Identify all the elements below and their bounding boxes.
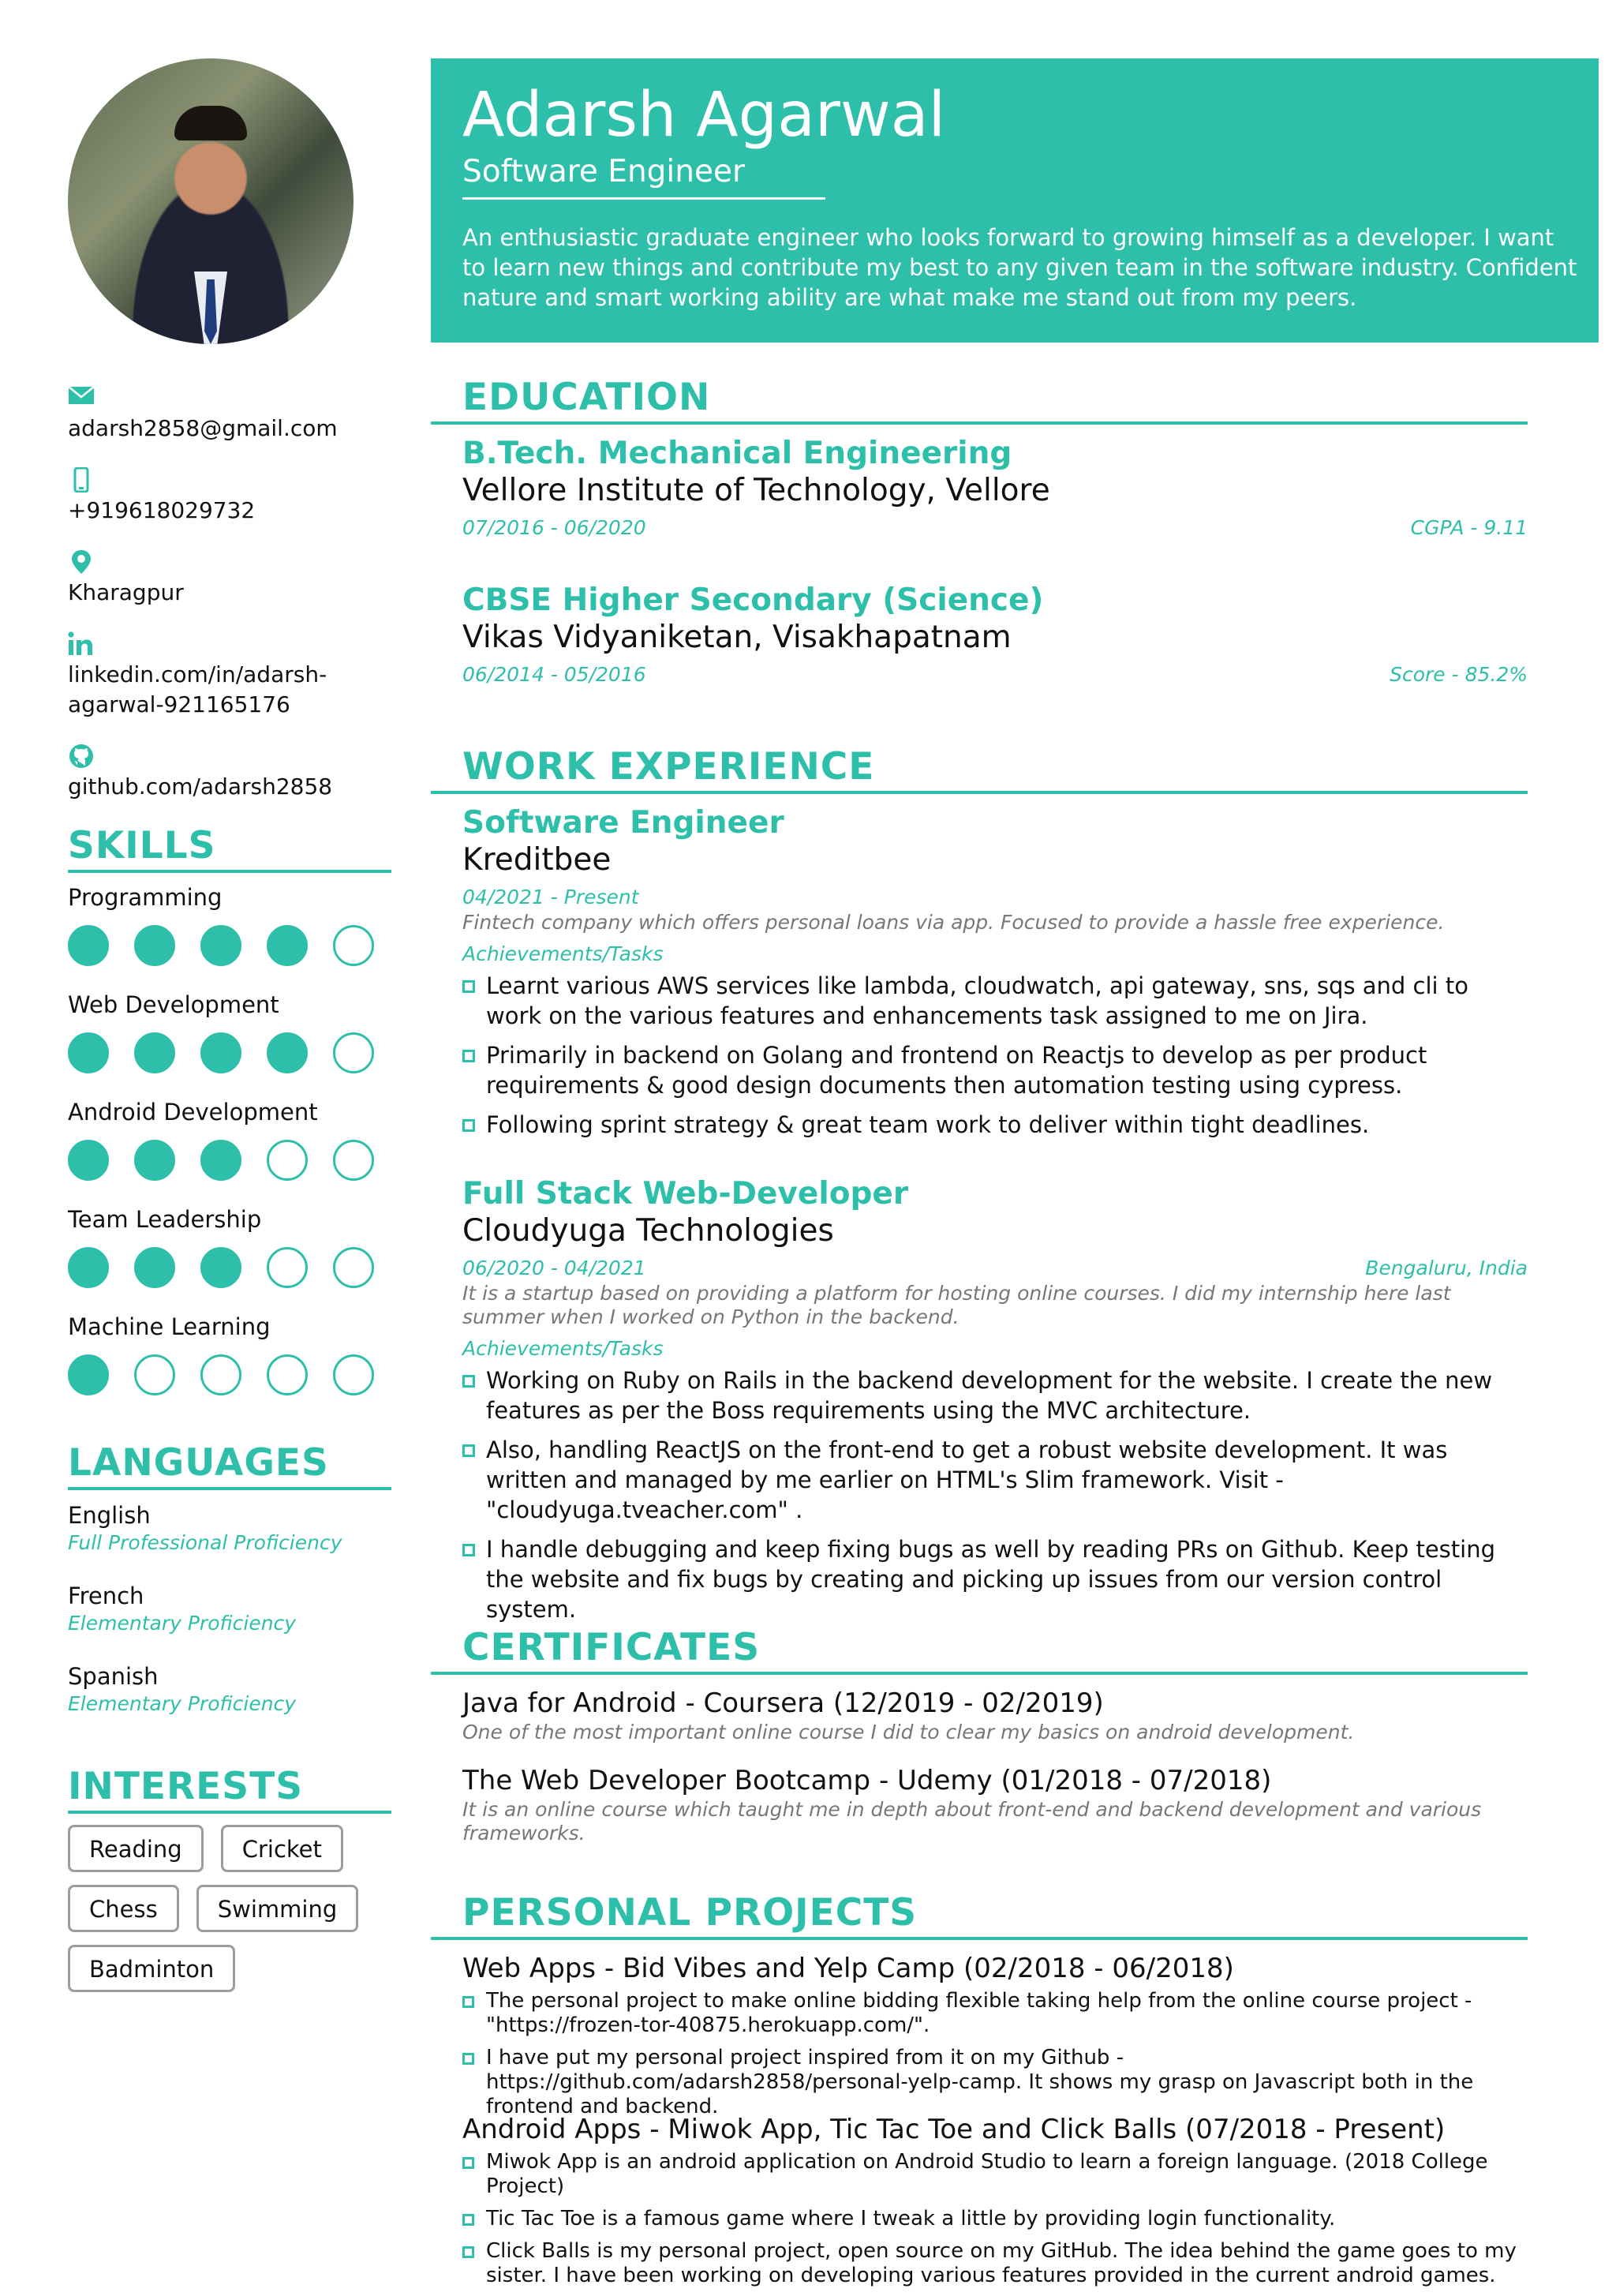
job-title: Full Stack Web-Developer	[462, 1176, 909, 1212]
certificate-title: Java for Android - Coursera (12/2019 - 02/2019)	[462, 1687, 1104, 1719]
rating-dot-filled	[68, 1247, 109, 1288]
location-text: Kharagpur	[68, 579, 184, 605]
rating-dot-filled	[134, 1140, 175, 1181]
rating-dot-filled	[267, 925, 308, 966]
rating-dot-empty	[200, 1354, 241, 1395]
rating-dot-filled	[134, 1247, 175, 1288]
work-item	[462, 1176, 1528, 1634]
interests-heading: INTERESTS	[68, 1765, 391, 1814]
education-score: CGPA - 9.11	[1410, 516, 1528, 539]
rating-dot-filled	[200, 925, 241, 966]
certificate-item	[462, 1686, 1528, 1744]
linkedin-text-line2: agarwal-921165176	[68, 691, 290, 717]
contact-location	[68, 549, 399, 608]
contact-phone[interactable]	[68, 467, 399, 526]
education-meta	[462, 661, 1528, 688]
rating-dot-filled	[200, 1140, 241, 1181]
skill-rating	[68, 1032, 399, 1073]
certificate-title: The Web Developer Bootcamp - Udemy (01/2018 - 07/2018)	[462, 1765, 1272, 1796]
linkedin-icon	[68, 631, 399, 655]
job-location: Bengaluru, India	[1365, 1257, 1528, 1279]
skill-label: Machine Learning	[68, 1313, 271, 1340]
company-name: Cloudyuga Technologies	[462, 1213, 834, 1249]
linkedin-text-line1: linkedin.com/in/adarsh-	[68, 661, 327, 687]
job-dates: 06/2020 - 04/2021	[462, 1257, 646, 1279]
rating-dot-empty	[267, 1354, 308, 1395]
project-bullets	[462, 2150, 1528, 2288]
project-title: Android Apps - Miwok App, Tic Tac Toe and Click Balls (07/2018 - Present)	[462, 2114, 1446, 2145]
job-meta	[462, 1255, 1528, 1282]
company-name: Kreditbee	[462, 842, 612, 878]
project-item	[462, 2112, 1528, 2296]
education-dates: 06/2014 - 05/2016	[462, 663, 646, 686]
project-title: Web Apps - Bid Vibes and Yelp Camp (02/2018 - 06/2018)	[462, 1953, 1234, 1984]
achievement-item: I handle debugging and keep fixing bugs as well by reading PRs on Github. Keep testing the website and fix bugs by creating and picking up issues from our version control system.	[462, 1534, 1528, 1624]
skill-rating	[68, 1140, 399, 1181]
github-icon	[68, 743, 399, 767]
education-meta	[462, 515, 1528, 541]
work-item	[462, 805, 1528, 1149]
language-name: French	[68, 1582, 144, 1609]
header-banner	[431, 58, 1599, 343]
skill-label: Programming	[68, 884, 223, 911]
achievements-list	[462, 1365, 1528, 1624]
rating-dot-filled	[68, 925, 109, 966]
skill-item	[68, 990, 399, 1073]
education-score: Score - 85.2%	[1390, 663, 1528, 686]
interest-tag: Chess	[68, 1885, 179, 1932]
candidate-role: Software Engineer	[462, 153, 825, 200]
skill-rating	[68, 925, 399, 966]
skill-item	[68, 882, 399, 966]
interest-tag: Reading	[68, 1825, 204, 1872]
certificate-desc: It is an online course which taught me in depth about front-end and backend development and various frameworks.	[462, 1798, 1482, 1845]
skill-item	[68, 1312, 399, 1395]
phone-icon	[68, 467, 399, 491]
skill-label: Android Development	[68, 1099, 318, 1126]
job-dates: 04/2021 - Present	[462, 886, 639, 908]
contact-linkedin[interactable]	[68, 631, 399, 720]
language-proficiency: Full Professional Proficiency	[68, 1531, 342, 1554]
achievements-label: Achievements/Tasks	[462, 1337, 664, 1360]
github-text: github.com/adarsh2858	[68, 773, 333, 800]
language-proficiency: Elementary Proficiency	[68, 1692, 297, 1715]
skills-heading: SKILLS	[68, 824, 391, 873]
degree-title: B.Tech. Mechanical Engineering	[462, 436, 1012, 471]
projects-heading: PERSONAL PROJECTS	[431, 1891, 1528, 1940]
skill-label: Team Leadership	[68, 1206, 262, 1233]
rating-dot-empty	[333, 1247, 374, 1288]
rating-dot-empty	[333, 1354, 374, 1395]
language-item	[68, 1662, 399, 1717]
mail-icon	[68, 385, 399, 409]
language-proficiency: Elementary Proficiency	[68, 1612, 297, 1635]
interest-tag: Cricket	[221, 1825, 343, 1872]
rating-dot-filled	[267, 1032, 308, 1073]
job-description: It is a startup based on providing a platform for hosting online courses. I did my internship here last summer when I worked on Python in the backend.	[462, 1282, 1451, 1328]
candidate-name: Adarsh Agarwal	[462, 80, 946, 151]
rating-dot-empty	[134, 1354, 175, 1395]
skill-item	[68, 1204, 399, 1288]
achievement-item: Primarily in backend on Golang and frontend on Reactjs to develop as per product requirements & good design documents then automation testing using cypress.	[462, 1040, 1528, 1100]
phone-text: +919618029732	[68, 497, 256, 523]
achievement-item: Also, handling ReactJS on the front-end to get a robust website development. It was written and managed by me earlier on HTML's Slim framework. Visit - "cloudyuga.tveacher.com" .	[462, 1435, 1528, 1525]
skill-rating	[68, 1354, 399, 1395]
summary-text: An enthusiastic graduate engineer who looks forward to growing himself as a developer. I want to learn new things and contribute my best to any given team in the software industry. Confident nature and smart working ability are what make me stand out from my peers.	[462, 224, 1577, 311]
rating-dot-filled	[134, 925, 175, 966]
rating-dot-empty	[333, 925, 374, 966]
rating-dot-empty	[333, 1140, 374, 1181]
rating-dot-filled	[68, 1032, 109, 1073]
language-item	[68, 1582, 399, 1637]
skill-rating	[68, 1247, 399, 1288]
rating-dot-filled	[68, 1354, 109, 1395]
rating-dot-filled	[200, 1247, 241, 1288]
language-name: Spanish	[68, 1663, 159, 1690]
work-heading: WORK EXPERIENCE	[431, 745, 1528, 794]
achievement-item: Working on Ruby on Rails in the backend development for the website. I create the new features as per the Boss requirements using the MVC architecture.	[462, 1365, 1528, 1425]
location-pin-icon	[68, 549, 399, 573]
interest-tag: Swimming	[196, 1885, 359, 1932]
education-dates: 07/2016 - 06/2020	[462, 516, 646, 539]
project-item	[462, 1951, 1528, 2127]
contact-github[interactable]	[68, 743, 399, 802]
achievement-item: Following sprint strategy & great team work to deliver within tight deadlines.	[462, 1110, 1528, 1140]
profile-photo	[68, 58, 354, 344]
skill-label: Web Development	[68, 991, 279, 1018]
contact-email[interactable]	[68, 385, 399, 444]
interest-tag: Badminton	[68, 1945, 235, 1992]
language-name: English	[68, 1502, 151, 1529]
education-heading: EDUCATION	[431, 376, 1528, 425]
certificate-desc: One of the most important online course I did to clear my basics on android development.	[462, 1721, 1355, 1744]
certificates-heading: CERTIFICATES	[431, 1626, 1528, 1675]
degree-title: CBSE Higher Secondary (Science)	[462, 582, 1044, 618]
rating-dot-filled	[200, 1032, 241, 1073]
education-item	[462, 582, 1528, 688]
rating-dot-empty	[267, 1247, 308, 1288]
email-text: adarsh2858@gmail.com	[68, 415, 338, 441]
languages-heading: LANGUAGES	[68, 1441, 391, 1490]
project-bullet: The personal project to make online bidding flexible taking help from the online course project - "https://frozen-tor-40875.herokuapp.com/".	[462, 1989, 1528, 2038]
rating-dot-filled	[68, 1140, 109, 1181]
rating-dot-filled	[134, 1032, 175, 1073]
job-title: Software Engineer	[462, 805, 784, 841]
job-meta	[462, 884, 1528, 911]
certificate-item	[462, 1763, 1528, 1845]
language-item	[68, 1501, 399, 1556]
school-name: Vellore Institute of Technology, Vellore	[462, 473, 1050, 508]
project-bullet: I have put my personal project inspired from it on my Github - https://github.com/adarsh2858/personal-yelp-camp. It shows my grasp on Javascript both in the frontend and backend.	[462, 2046, 1528, 2119]
interests-tags	[68, 1825, 399, 2005]
achievement-item: Learnt various AWS services like lambda, cloudwatch, api gateway, sns, sqs and cli to work on the various features and enhancements task assigned to me on Jira.	[462, 971, 1528, 1031]
achievements-label: Achievements/Tasks	[462, 942, 664, 965]
achievements-list	[462, 971, 1528, 1140]
rating-dot-empty	[267, 1140, 308, 1181]
project-bullet: Tic Tac Toe is a famous game where I tweak a little by providing login functionality.	[462, 2207, 1528, 2231]
rating-dot-empty	[333, 1032, 374, 1073]
project-bullet: Miwok App is an android application on Android Studio to learn a foreign language. (2018 College Project)	[462, 2150, 1528, 2199]
education-item	[462, 436, 1528, 541]
project-bullet: Click Balls is my personal project, open source on my GitHub. The idea behind the game goes to my sister. I have been working on developing various features provided in the current android games.	[462, 2239, 1528, 2288]
school-name: Vikas Vidyaniketan, Visakhapatnam	[462, 620, 1012, 655]
job-description: Fintech company which offers personal loans via app. Focused to provide a hassle free experience.	[462, 911, 1445, 934]
project-bullets	[462, 1989, 1528, 2119]
skill-item	[68, 1097, 399, 1181]
